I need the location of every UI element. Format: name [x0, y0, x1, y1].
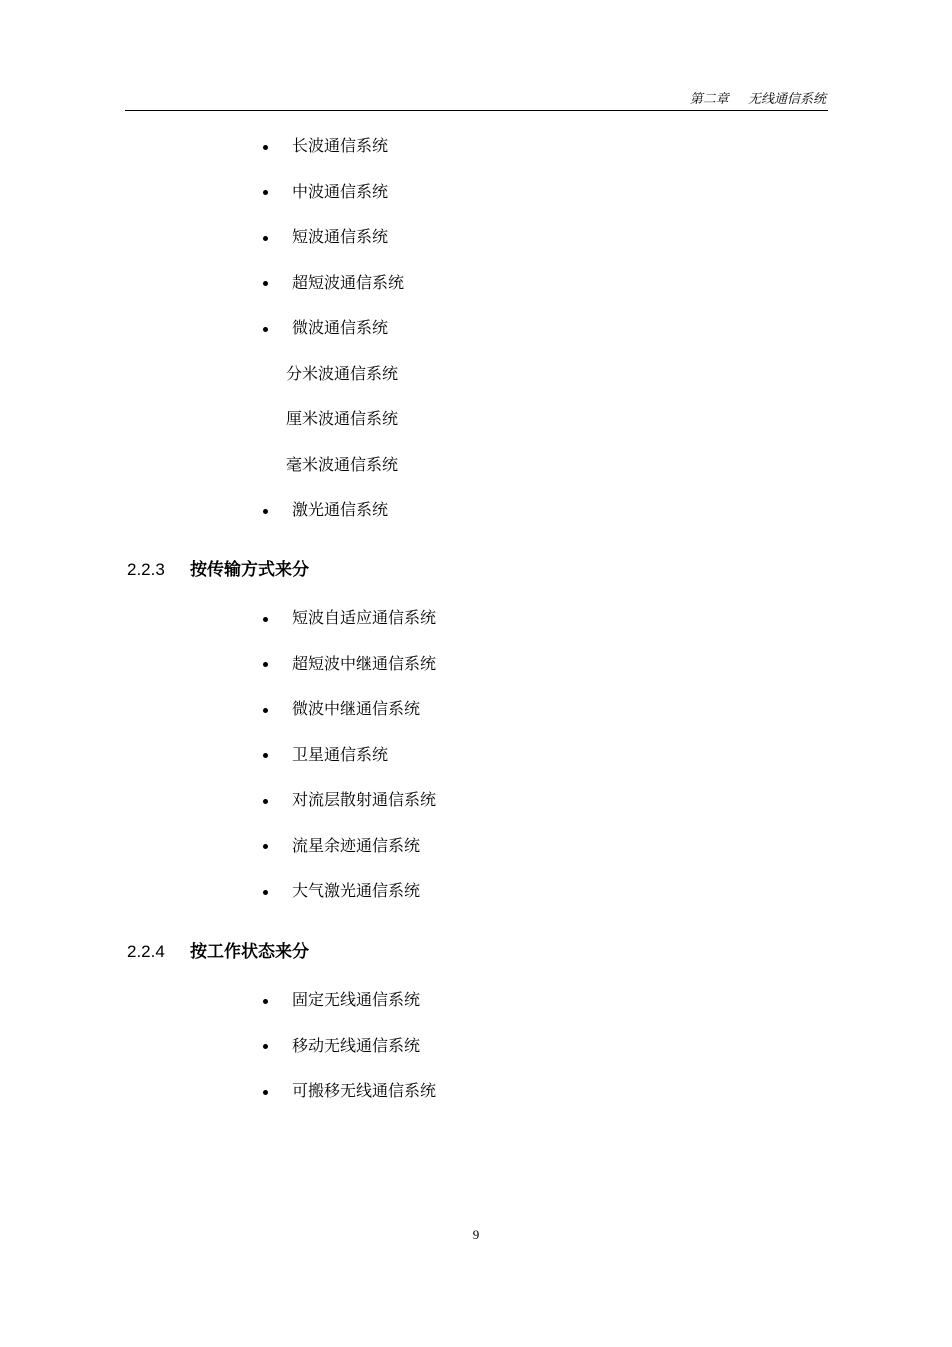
bullet-icon: [263, 708, 268, 713]
list-item: [0, 1024, 952, 1070]
list-item: [0, 261, 952, 307]
bullet-icon: [263, 799, 268, 804]
list-item-text: 固定无线通信系统: [292, 992, 421, 1009]
sub-list-item: [0, 352, 952, 398]
sub-list-item: [0, 443, 952, 489]
bullet-icon: [263, 236, 268, 241]
list-item-text: 流星余迹通信系统: [292, 837, 421, 855]
system-type-list: [0, 124, 952, 534]
list-item-text: 中波通信系统: [292, 183, 389, 201]
bullet-icon: [263, 890, 268, 895]
bullet-icon: [263, 281, 268, 286]
list-item: [0, 824, 952, 870]
list-item-text: 超短波通信系统: [292, 274, 405, 292]
list-item-text: 可搬移无线通信系统: [292, 1083, 437, 1100]
section-heading-2-2-4: [127, 940, 527, 964]
list-item-text: 短波通信系统: [292, 229, 389, 246]
list-item-text: 短波自适应通信系统: [292, 610, 437, 627]
list-item-text: 微波中继通信系统: [292, 701, 421, 718]
list-item: [0, 869, 952, 915]
list-item: [0, 306, 952, 352]
bullet-icon: [263, 145, 268, 150]
chapter-label: 第二章: [689, 91, 729, 106]
list-item-text: 激光通信系统: [292, 502, 389, 519]
bullet-icon: [263, 617, 268, 622]
list-item: [0, 124, 952, 170]
list-item: [0, 170, 952, 216]
bullet-icon: [263, 327, 268, 332]
section-title: 按传输方式来分: [190, 560, 309, 579]
sub-list-item-text: 厘米波通信系统: [286, 411, 399, 428]
list-item: [0, 215, 952, 261]
bullet-icon: [263, 1044, 268, 1049]
chapter-title: 无线通信系统: [747, 91, 826, 106]
working-state-list: [0, 978, 952, 1115]
list-item-text: 对流层散射通信系统: [292, 792, 437, 809]
transmission-mode-list: [0, 596, 952, 915]
bullet-icon: [263, 190, 268, 195]
list-item: [0, 642, 952, 688]
section-heading-2-2-3: [127, 558, 527, 582]
sub-list-item-text: 毫米波通信系统: [286, 456, 399, 474]
section-number: 2.2.4: [127, 942, 165, 961]
list-item-text: 超短波中继通信系统: [292, 655, 437, 673]
section-number: 2.2.3: [127, 560, 165, 579]
list-item: [0, 687, 952, 733]
section-title: 按工作状态来分: [190, 942, 309, 961]
list-item: [0, 778, 952, 824]
bullet-icon: [263, 509, 268, 514]
list-item-text: 长波通信系统: [292, 138, 389, 155]
list-item-text: 微波通信系统: [292, 320, 389, 337]
list-item: [0, 733, 952, 779]
page-number: 9: [472, 1227, 480, 1242]
list-item: [0, 1069, 952, 1115]
bullet-icon: [263, 662, 268, 667]
sub-list-item-text: 分米波通信系统: [286, 365, 399, 383]
list-item: [0, 488, 952, 534]
list-item: [0, 596, 952, 642]
list-item: [0, 978, 952, 1024]
list-item-text: 卫星通信系统: [292, 746, 389, 764]
running-header: [690, 90, 826, 108]
bullet-icon: [263, 844, 268, 849]
bullet-icon: [263, 753, 268, 758]
list-item-text: 大气激光通信系统: [292, 883, 421, 900]
list-item-text: 移动无线通信系统: [292, 1037, 421, 1055]
bullet-icon: [263, 999, 268, 1004]
header-rule: [125, 110, 828, 111]
sub-list-item: [0, 397, 952, 443]
bullet-icon: [263, 1090, 268, 1095]
